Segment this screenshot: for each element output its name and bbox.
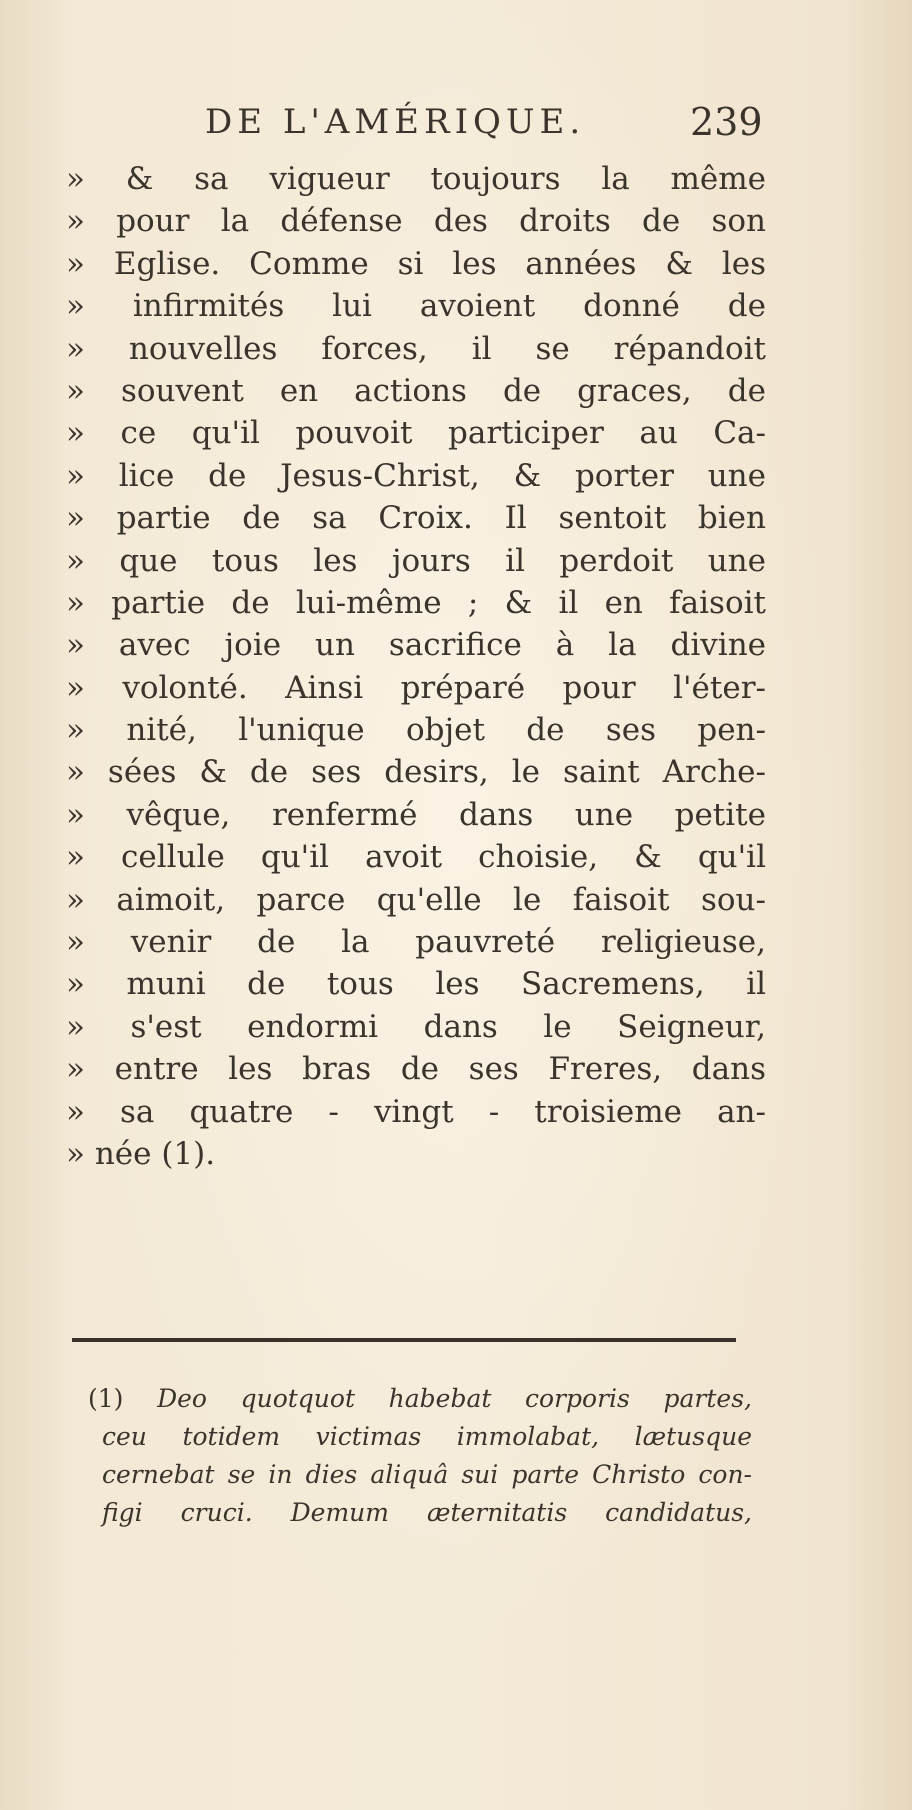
- page-header: [0, 100, 912, 148]
- footnote-marker: (1): [88, 1384, 124, 1413]
- text-line: » née (1).: [66, 1135, 216, 1172]
- text-line: » avec joie un sacrifice à la divine: [66, 627, 766, 664]
- text-line: » muni de tous les Sacremens, il: [66, 966, 766, 1003]
- text-line: » souvent en actions de graces, de: [66, 372, 766, 409]
- text-line: » entre les bras de ses Freres, dans: [66, 1051, 766, 1088]
- text-line: » Eglise. Comme si les années & les: [66, 245, 766, 282]
- text-line: » volonté. Ainsi préparé pour l'éter-: [66, 669, 766, 706]
- footnote-line: ceu totidem victimas immolabat, lætusque: [102, 1422, 752, 1451]
- text-line: » partie de sa Croix. Il sentoit bien: [66, 500, 766, 537]
- footnote-line: [88, 1380, 752, 1418]
- text-line: » que tous les jours il perdoit une: [66, 542, 766, 579]
- text-line: » venir de la pauvreté religieuse,: [66, 924, 766, 961]
- page-number: 239: [690, 100, 763, 144]
- text-line: » vêque, renfermé dans une petite: [66, 796, 766, 833]
- text-line: » s'est endormi dans le Seigneur,: [66, 1008, 766, 1045]
- text-line: » partie de lui-même ; & il en faisoit: [66, 584, 766, 621]
- text-line: » aimoit, parce qu'elle le faisoit sou-: [66, 881, 766, 918]
- running-title: DE L'AMÉRIQUE.: [205, 102, 586, 142]
- text-line: » sées & de ses desirs, le saint Arche-: [66, 754, 766, 791]
- footnote-divider: [72, 1338, 736, 1342]
- footnote-line: cernebat se in dies aliquâ sui parte Christo con-: [102, 1460, 752, 1489]
- footnote-line: figi cruci. Demum æternitatis candidatus,: [102, 1498, 752, 1527]
- text-line: » infirmités lui avoient donné de: [66, 288, 766, 325]
- text-line: » ce qu'il pouvoit participer au Ca-: [66, 415, 766, 452]
- text-line: » nouvelles forces, il se répandoit: [66, 330, 766, 367]
- footnote: [88, 1380, 752, 1532]
- text-line: » lice de Jesus-Christ, & porter une: [66, 457, 766, 494]
- text-line: » & sa vigueur toujours la même: [66, 161, 766, 197]
- body-text: [66, 158, 766, 1175]
- text-line: » pour la défense des droits de son: [66, 203, 766, 240]
- text-line: » nité, l'unique objet de ses pen-: [66, 712, 766, 749]
- text-line: » cellule qu'il avoit choisie, & qu'il: [66, 839, 766, 876]
- footnote-text: Deo quotquot habebat corporis partes,: [157, 1384, 752, 1413]
- text-line: » sa quatre - vingt - troisieme an-: [66, 1093, 766, 1130]
